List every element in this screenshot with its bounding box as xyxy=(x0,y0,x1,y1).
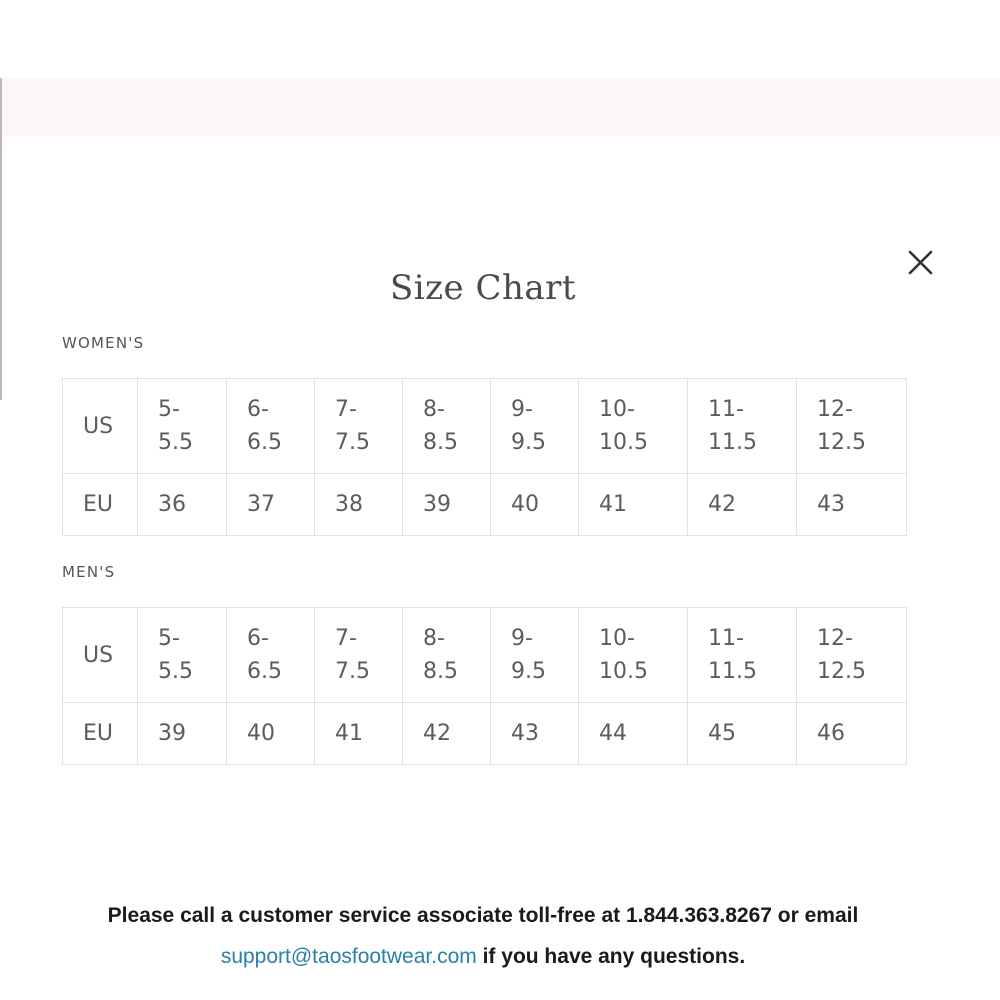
support-email-link[interactable]: support@taosfootwear.com xyxy=(220,945,477,968)
table-cell xyxy=(491,608,579,703)
eu-size-cell: 45 xyxy=(688,703,797,765)
eu-size-cell: 41 xyxy=(315,703,403,765)
eu-size-cell: 41 xyxy=(579,474,688,536)
table-cell xyxy=(403,608,491,703)
eu-size-cell: 42 xyxy=(403,703,491,765)
us-size-range: 6- 6.5 xyxy=(247,626,282,684)
eu-size-cell: 44 xyxy=(579,703,688,765)
us-size-range: 7- 7.5 xyxy=(335,397,370,455)
table-cell xyxy=(579,379,688,474)
contact-line-2 xyxy=(0,936,966,977)
us-size-range: 11- 11.5 xyxy=(708,626,757,684)
row-header-eu: EU xyxy=(63,474,138,536)
table-cell xyxy=(688,379,797,474)
us-size-range: 6- 6.5 xyxy=(247,397,282,455)
table-row-us xyxy=(63,379,907,474)
table-row-eu xyxy=(63,474,907,536)
eu-size-cell: 43 xyxy=(491,703,579,765)
us-size-range: 9- 9.5 xyxy=(511,397,546,455)
contact-footer xyxy=(0,895,966,977)
mens-section-label: MEN'S xyxy=(62,563,116,581)
row-header-us: US xyxy=(63,608,138,703)
row-header-eu: EU xyxy=(63,703,138,765)
table-cell xyxy=(227,608,315,703)
table-cell xyxy=(227,379,315,474)
table-cell xyxy=(138,608,227,703)
eu-size-cell: 39 xyxy=(403,474,491,536)
eu-size-cell: 36 xyxy=(138,474,227,536)
eu-size-cell: 40 xyxy=(491,474,579,536)
us-size-range: 12- 12.5 xyxy=(817,626,866,684)
table-cell xyxy=(315,608,403,703)
us-size-range: 10- 10.5 xyxy=(599,397,648,455)
eu-size-cell: 38 xyxy=(315,474,403,536)
womens-section-label: WOMEN'S xyxy=(62,334,145,352)
us-size-range: 9- 9.5 xyxy=(511,626,546,684)
table-cell xyxy=(579,608,688,703)
row-header-us: US xyxy=(63,379,138,474)
us-size-range: 5- 5.5 xyxy=(158,397,193,455)
table-cell xyxy=(138,379,227,474)
modal-title: Size Chart xyxy=(389,268,577,308)
womens-size-table xyxy=(62,378,907,536)
table-cell xyxy=(797,608,907,703)
table-cell xyxy=(491,379,579,474)
table-cell xyxy=(403,379,491,474)
eu-size-cell: 40 xyxy=(227,703,315,765)
mens-size-table xyxy=(62,607,907,765)
table-cell xyxy=(688,608,797,703)
eu-size-cell: 42 xyxy=(688,474,797,536)
eu-size-cell: 46 xyxy=(797,703,907,765)
eu-size-cell: 37 xyxy=(227,474,315,536)
contact-line-1: Please call a customer service associate toll-free at 1.844.363.8267 or email xyxy=(107,904,859,927)
contact-line-2-tail: if you have any questions. xyxy=(476,945,746,968)
us-size-range: 5- 5.5 xyxy=(158,626,193,684)
table-cell xyxy=(797,379,907,474)
us-size-range: 7- 7.5 xyxy=(335,626,370,684)
eu-size-cell: 39 xyxy=(138,703,227,765)
us-size-range: 10- 10.5 xyxy=(599,626,648,684)
us-size-range: 11- 11.5 xyxy=(708,397,757,455)
top-banner-band xyxy=(0,78,1000,136)
table-row-us xyxy=(63,608,907,703)
us-size-range: 8- 8.5 xyxy=(423,397,458,455)
us-size-range: 8- 8.5 xyxy=(423,626,458,684)
us-size-range: 12- 12.5 xyxy=(817,397,866,455)
table-cell xyxy=(315,379,403,474)
table-row-eu xyxy=(63,703,907,765)
eu-size-cell: 43 xyxy=(797,474,907,536)
left-edge-divider xyxy=(0,78,2,400)
